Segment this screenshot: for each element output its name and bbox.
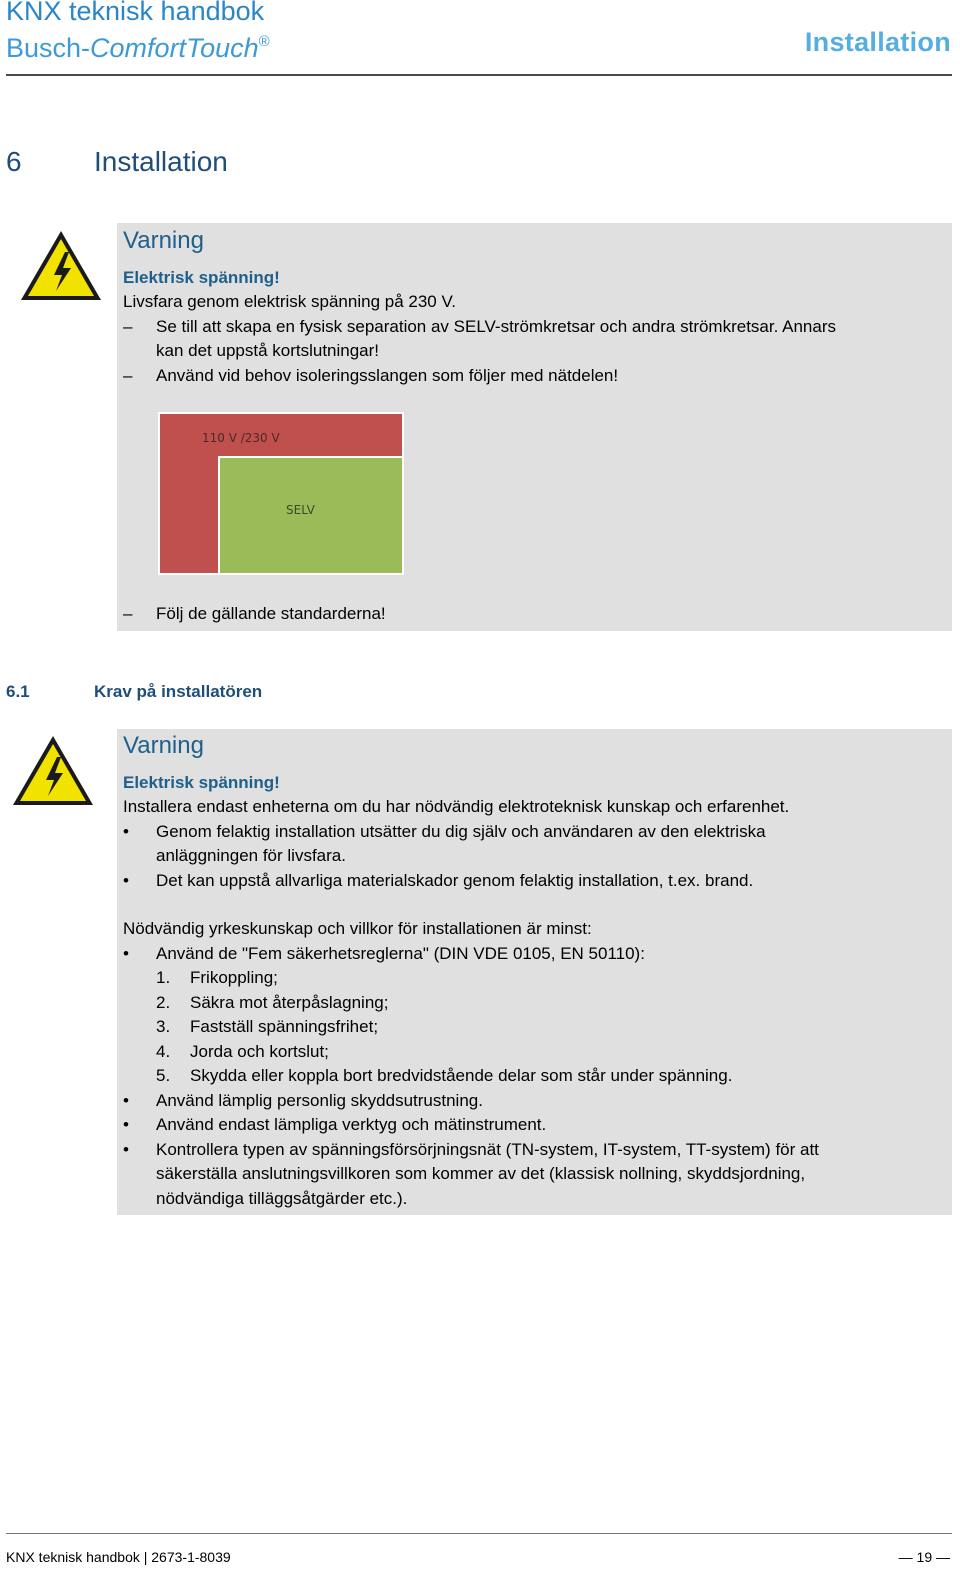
bullet-text: anläggningen för livsfara. [156,846,346,865]
section-title: Installation [94,146,228,177]
bullet-marker: • [123,822,129,841]
rule-text: Frikoppling; [190,968,278,987]
list-item-text: kan det uppstå kortslutningar! [156,341,380,360]
warning-subheading: Elektrisk spänning! [123,773,280,792]
list-item-text: Se till att skapa en fysisk separation av SELV-strömkretsar och andra strömkretsar. Annars [156,317,836,336]
warning-heading: Varning [123,732,204,759]
rule-number: 1. [156,968,171,987]
footer-divider [6,1533,952,1534]
warning-subheading: Elektrisk spänning! [123,268,280,287]
bullet-text: Använd lämplig personlig skyddsutrustning. [156,1091,483,1110]
mains-voltage-label: 110 V /230 V [202,431,280,445]
bullet-text: nödvändiga tilläggsåtgärder etc.). [156,1189,408,1208]
page-number: — 19 — [898,1549,950,1565]
bullet-text: Det kan uppstå allvarliga materialskador genom felaktig installation, t.ex. brand. [156,871,754,890]
footer-document-id: KNX teknisk handbok | 2673-1-8039 [6,1549,231,1565]
warning-heading: Varning [123,227,204,254]
header-chapter: Installation [804,27,951,57]
bullet-text: säkerställa anslutningsvillkoren som kommer av det (klassisk nollning, skyddsjordning, [156,1164,806,1183]
header-product [6,26,270,64]
bullet-marker: • [123,1115,129,1134]
list-item-text: Använd vid behov isoleringsslangen som följer med nätdelen! [156,366,619,385]
rule-text: Fastställ spänningsfrihet; [190,1017,379,1036]
registered-mark: ® [258,33,270,50]
subsection-number: 6.1 [6,682,30,701]
rule-number: 3. [156,1017,171,1036]
rule-number: 2. [156,993,171,1012]
rule-text: Säkra mot återpåslagning; [190,993,389,1012]
rule-text: Jorda och kortslut; [190,1042,329,1061]
high-voltage-warning-icon [10,733,96,809]
warning-intro: Livsfara genom elektrisk spänning på 230 V. [123,292,456,311]
list-marker: – [123,317,133,336]
selv-label: SELV [286,503,315,517]
bullet-marker: • [123,1140,129,1159]
product-brand: Busch- [6,33,91,63]
rule-text: Skydda eller koppla bort bredvidstående delar som står under spänning. [190,1066,733,1085]
warning-intro: Installera endast enheterna om du har nödvändig elektroteknisk kunskap och erfarenhet. [123,797,790,816]
bullet-text: Använd endast lämpliga verktyg och mätinstrument. [156,1115,547,1134]
high-voltage-warning-icon [18,228,104,304]
rule-number: 4. [156,1042,171,1061]
rule-number: 5. [156,1066,171,1085]
section-number: 6 [6,146,22,177]
bullet-text: Genom felaktig installation utsätter du dig själv och användaren av den elektriska [156,822,766,841]
bullet-marker: • [123,1091,129,1110]
list-marker: – [123,366,133,385]
bullet-text: Kontrollera typen av spänningsförsörjningsnät (TN-system, IT-system, TT-system) för att [156,1140,819,1159]
product-name: ComfortTouch [90,33,259,63]
bullet-marker: • [123,871,129,890]
subsection-title: Krav på installatören [94,682,263,701]
bullet-text: Använd de "Fem säkerhetsreglerna" (DIN VDE 0105, EN 50110): [156,944,645,963]
list-item-text: Följ de gällande standarderna! [156,604,386,623]
header-title: KNX teknisk handbok [6,0,265,26]
list-marker: – [123,604,133,623]
header-divider [6,74,952,76]
bullet-marker: • [123,944,129,963]
selv-separation-diagram [158,412,404,575]
requirements-intro: Nödvändig yrkeskunskap och villkor för installationen är minst: [123,919,592,938]
